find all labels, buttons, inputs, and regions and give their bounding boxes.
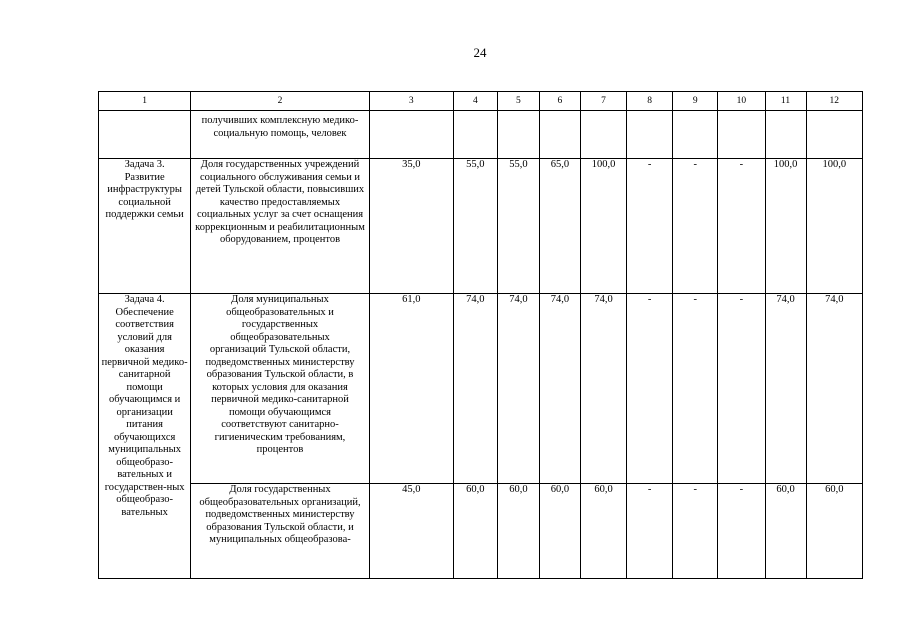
task-cell	[99, 111, 191, 159]
value-cell: 100,0	[765, 159, 806, 294]
column-number: 5	[497, 92, 539, 111]
value-cell	[539, 111, 580, 159]
value-cell: 65,0	[539, 159, 580, 294]
value-cell: -	[627, 159, 673, 294]
column-number: 6	[539, 92, 580, 111]
table-row	[99, 484, 863, 579]
value-cell: 74,0	[497, 294, 539, 484]
column-number: 10	[718, 92, 765, 111]
value-cell: 60,0	[765, 484, 806, 579]
value-cell: 61,0	[369, 294, 453, 484]
column-number: 9	[673, 92, 718, 111]
column-number: 11	[765, 92, 806, 111]
value-cell: -	[627, 484, 673, 579]
value-cell: 55,0	[453, 159, 497, 294]
column-number-row	[99, 92, 863, 111]
column-number: 4	[453, 92, 497, 111]
value-cell: 74,0	[580, 294, 626, 484]
value-cell	[453, 111, 497, 159]
value-cell: -	[718, 159, 765, 294]
indicator-cell: Доля государственных учреждений социального обслуживания семьи и детей Тульской области, повысивших качество предоставляемых социальных услуг за счет оснащения коррекционным и реабилитационным оборудованием, процентов	[191, 159, 369, 294]
value-cell: 55,0	[497, 159, 539, 294]
value-cell: 74,0	[765, 294, 806, 484]
value-cell: 60,0	[497, 484, 539, 579]
column-number: 12	[806, 92, 862, 111]
indicator-cell: получивших комплексную медико-социальную помощь, человек	[191, 111, 369, 159]
value-cell: 60,0	[453, 484, 497, 579]
column-number: 8	[627, 92, 673, 111]
table-row	[99, 294, 863, 484]
column-number: 1	[99, 92, 191, 111]
value-cell	[369, 111, 453, 159]
column-number: 3	[369, 92, 453, 111]
value-cell: -	[673, 159, 718, 294]
value-cell: 60,0	[580, 484, 626, 579]
value-cell	[718, 111, 765, 159]
table-row	[99, 111, 863, 159]
value-cell: 60,0	[806, 484, 862, 579]
value-cell	[497, 111, 539, 159]
value-cell	[673, 111, 718, 159]
value-cell: 74,0	[539, 294, 580, 484]
table-row	[99, 159, 863, 294]
value-cell	[806, 111, 862, 159]
column-number: 2	[191, 92, 369, 111]
value-cell: 60,0	[539, 484, 580, 579]
value-cell: 100,0	[806, 159, 862, 294]
task-cell: Задача 4. Обеспечение соответствия условий для оказания первичной медико-санитарной помощи обучающимся и организации питания обучающихся муниципальных общеобразо-вательных и государствен-ных общеобразо-вательных	[99, 294, 191, 579]
indicator-cell: Доля государственных общеобразовательных организаций, подведомственных министерству образования Тульской области, и муниципальных общеобразова-	[191, 484, 369, 579]
value-cell: 45,0	[369, 484, 453, 579]
value-cell: -	[673, 484, 718, 579]
value-cell: 100,0	[580, 159, 626, 294]
column-number: 7	[580, 92, 626, 111]
value-cell: 74,0	[806, 294, 862, 484]
value-cell: -	[673, 294, 718, 484]
indicators-table	[98, 91, 863, 579]
value-cell: 35,0	[369, 159, 453, 294]
value-cell: -	[718, 484, 765, 579]
page-number: 24	[473, 45, 487, 60]
value-cell: -	[718, 294, 765, 484]
value-cell: -	[627, 294, 673, 484]
task-cell: Задача 3. Развитие инфраструктуры социальной поддержки семьи	[99, 159, 191, 294]
value-cell: 74,0	[453, 294, 497, 484]
value-cell	[765, 111, 806, 159]
value-cell	[580, 111, 626, 159]
indicator-cell: Доля муниципальных общеобразовательных и государственных общеобразовательных организаций Тульской области, подведомственных министерству образования Тульской области, в которых условия для оказания первичной медико-санитарной помощи обучающимся соответствуют санитарно-гигиеническим требованиям, процентов	[191, 294, 369, 484]
value-cell	[627, 111, 673, 159]
